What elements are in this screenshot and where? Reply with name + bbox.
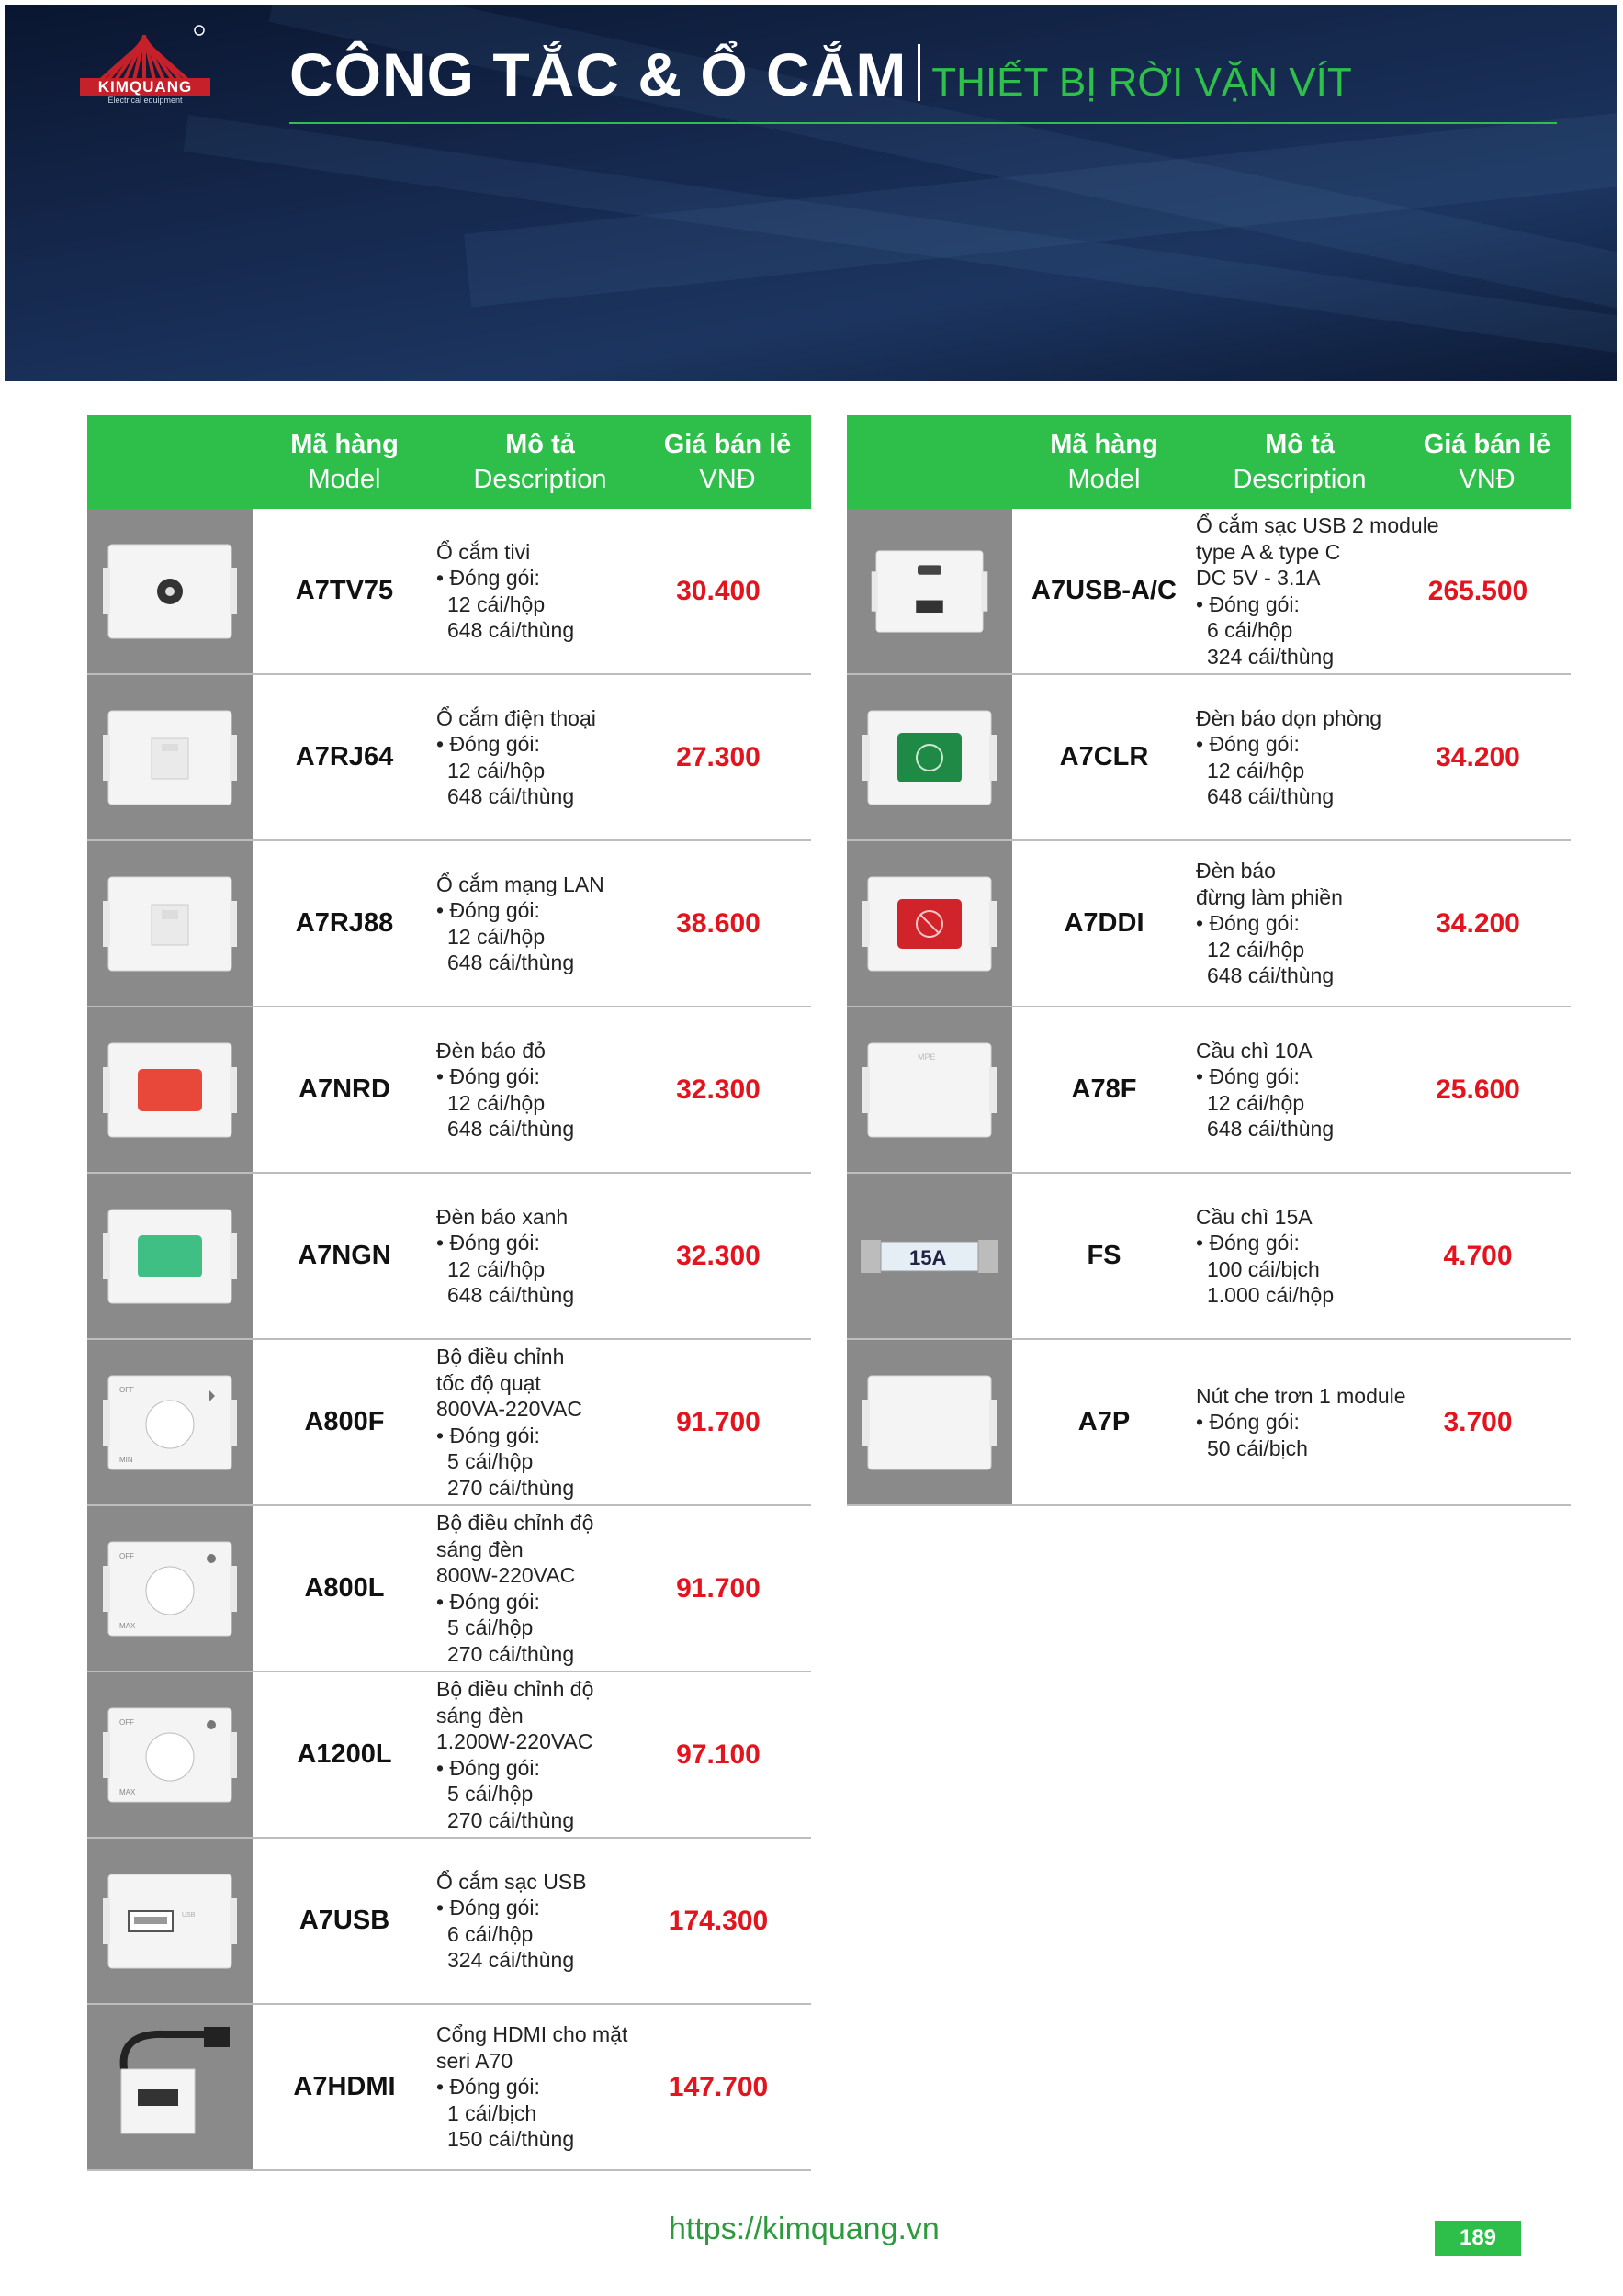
product-description	[1196, 1204, 1403, 1309]
description-line: 648 cái/thùng	[447, 1117, 575, 1141]
product-model: A7HDMI	[293, 2072, 396, 2101]
description-line: 12 cái/hộp	[447, 924, 546, 949]
title-sub: THIẾT BỊ RỜI VẶN VÍT	[931, 60, 1352, 105]
description-line: Ổ cắm sạc USB	[436, 1869, 587, 1894]
product-description	[436, 705, 644, 810]
table-row	[87, 1007, 811, 1174]
description-line: 100 cái/bịch	[1207, 1256, 1320, 1281]
description-line: 1 cái/bịch	[447, 2100, 537, 2125]
product-price: 174.300	[668, 1905, 769, 1936]
description-line: Cổng HDMI cho mặt	[436, 2022, 628, 2047]
table-row	[87, 675, 811, 841]
description-line: • Đóng gói:	[1196, 1410, 1300, 1435]
product-description	[436, 1869, 644, 1974]
light-dimmer-icon	[87, 1506, 253, 1671]
product-model: A800F	[304, 1407, 385, 1436]
product-description	[1196, 1038, 1403, 1142]
description-line: Cầu chì 15A	[1196, 1204, 1313, 1229]
svg-text:MIN: MIN	[119, 1455, 133, 1464]
product-model: A7NRD	[299, 1075, 390, 1104]
product-price: 3.700	[1443, 1406, 1513, 1437]
product-price: 265.500	[1427, 575, 1528, 606]
product-description	[436, 1204, 644, 1309]
description-line: • Đóng gói:	[436, 1423, 540, 1447]
green-indicator-icon	[87, 1174, 253, 1338]
table-row	[87, 509, 811, 675]
col-price: Giá bán lẻ VNĐ	[663, 430, 792, 494]
product-description	[436, 539, 644, 644]
description-line: DC 5V - 3.1A	[1196, 566, 1321, 590]
description-line: • Đóng gói:	[1196, 911, 1300, 936]
product-description	[1196, 1383, 1406, 1462]
product-model: A7RJ64	[295, 742, 394, 771]
description-line: 5 cái/hộp	[447, 1449, 534, 1473]
description-line: 270 cái/thùng	[447, 1807, 575, 1832]
description-line: 5 cái/hộp	[447, 1782, 534, 1806]
description-line: 12 cái/hộp	[1207, 1090, 1305, 1115]
col-description: Mô tả Description	[1233, 430, 1367, 494]
svg-text:MAX: MAX	[119, 1621, 136, 1630]
description-line: Bộ điều chỉnh độ	[436, 1511, 594, 1535]
product-description	[436, 1038, 644, 1142]
product-description	[1196, 705, 1403, 810]
red-indicator-icon	[87, 1007, 253, 1172]
description-line: Cầu chì 10A	[1196, 1038, 1313, 1063]
product-description	[436, 1344, 644, 1501]
glass-fuse-icon	[847, 1174, 1012, 1338]
table-row	[847, 1174, 1571, 1340]
description-line: 270 cái/thùng	[447, 1475, 575, 1500]
description-line: 648 cái/thùng	[1207, 963, 1335, 988]
table-row	[87, 841, 811, 1007]
description-line: Đèn báo xanh	[436, 1204, 569, 1229]
product-price: 32.300	[676, 1240, 761, 1271]
product-price: 27.300	[676, 741, 761, 772]
product-price: 34.200	[1436, 741, 1520, 772]
description-line: 648 cái/thùng	[447, 618, 575, 642]
description-line: 12 cái/hộp	[447, 1256, 546, 1281]
description-line: 648 cái/thùng	[447, 951, 575, 974]
col-price: Giá bán lẻ VNĐ	[1423, 430, 1551, 494]
svg-text:OFF: OFF	[119, 1385, 134, 1394]
table-row	[87, 1672, 811, 1839]
svg-text:MPE: MPE	[918, 1052, 936, 1062]
description-line: • Đóng gói:	[436, 1896, 540, 1919]
description-line: 648 cái/thùng	[1207, 1117, 1335, 1141]
svg-text:MAX: MAX	[119, 1787, 136, 1796]
description-line: 1.000 cái/hộp	[1207, 1283, 1335, 1307]
table-row	[87, 1174, 811, 1340]
svg-text:OFF: OFF	[119, 1551, 134, 1560]
col-model: Mã hàng Model	[1050, 430, 1158, 494]
description-line: Bộ điều chỉnh	[436, 1345, 565, 1368]
product-description	[436, 872, 644, 976]
product-price: 91.700	[676, 1572, 761, 1604]
product-price: 25.600	[1436, 1074, 1520, 1105]
product-model: A7DDI	[1064, 908, 1144, 938]
product-model: A78F	[1071, 1075, 1137, 1104]
description-line: Đèn báo đỏ	[436, 1038, 546, 1063]
fan-dimmer-icon	[87, 1340, 253, 1504]
description-line: seri A70	[436, 2048, 513, 2073]
svg-text:USB: USB	[182, 1911, 196, 1919]
description-line: Đèn báo	[1196, 859, 1276, 884]
description-line: • Đóng gói:	[1196, 1231, 1300, 1255]
product-price: 97.100	[676, 1739, 761, 1770]
table-row	[87, 1506, 811, 1672]
product-model: A7RJ88	[295, 908, 394, 938]
tv-socket-icon	[87, 509, 253, 673]
product-model: A1200L	[297, 1739, 392, 1769]
product-table-right	[847, 415, 1571, 1506]
product-model: A7USB	[299, 1906, 390, 1935]
description-line: • Đóng gói:	[436, 1231, 540, 1255]
product-model: A7P	[1077, 1407, 1131, 1436]
description-line: Ổ cắm mạng LAN	[436, 872, 604, 896]
do-not-disturb-indicator-icon	[847, 841, 1012, 1006]
description-line: 6 cái/hộp	[1207, 618, 1293, 642]
website-link[interactable]: https://kimquang.vn	[669, 2212, 940, 2246]
description-line: 648 cái/thùng	[1207, 784, 1335, 808]
phone-socket-icon	[87, 675, 253, 839]
description-line: • Đóng gói:	[1196, 1064, 1300, 1088]
blank-plate-icon	[847, 1340, 1012, 1504]
description-line: 12 cái/hộp	[1207, 758, 1305, 782]
product-description	[436, 1510, 644, 1667]
table-row	[87, 2005, 811, 2171]
description-line: • Đóng gói:	[1196, 591, 1300, 616]
description-line: Đèn báo dọn phòng	[1196, 705, 1382, 730]
description-line: Ổ cắm tivi	[436, 539, 531, 564]
table-row	[847, 1007, 1571, 1174]
product-price: 38.600	[676, 907, 761, 939]
hdmi-port-icon	[87, 2005, 253, 2169]
description-line: 648 cái/thùng	[447, 784, 575, 808]
description-line: type A & type C	[1196, 539, 1341, 564]
title-main: CÔNG TẮC & Ổ CẮM	[289, 40, 907, 108]
svg-text:15A: 15A	[909, 1245, 947, 1269]
light-dimmer-icon	[87, 1672, 253, 1837]
product-model: A800L	[304, 1573, 385, 1603]
description-line: 648 cái/thùng	[447, 1283, 575, 1307]
product-model: A7TV75	[295, 576, 394, 605]
description-line: • Đóng gói:	[436, 2075, 540, 2099]
product-model: A7CLR	[1059, 742, 1149, 771]
table-row	[87, 1340, 811, 1506]
description-line: 50 cái/bịch	[1207, 1435, 1308, 1460]
fuse-holder-icon	[847, 1007, 1012, 1172]
description-line: Ổ cắm điện thoại	[436, 705, 596, 730]
description-line: Nút che trơn 1 module	[1196, 1383, 1406, 1408]
description-line: đừng làm phiền	[1196, 884, 1343, 909]
product-table-left	[87, 415, 811, 2171]
brand-name: KIMQUANG	[80, 78, 210, 96]
lan-socket-icon	[87, 841, 253, 1006]
description-line: 1.200W-220VAC	[436, 1729, 593, 1753]
description-line: Bộ điều chỉnh độ	[436, 1677, 594, 1701]
svg-text:OFF: OFF	[119, 1717, 134, 1727]
description-line: 324 cái/thùng	[1207, 644, 1335, 669]
title-underline	[289, 122, 1557, 124]
description-line: sáng đèn	[436, 1703, 524, 1728]
product-model: FS	[1087, 1241, 1121, 1270]
table-row	[87, 1839, 811, 2005]
description-line: • Đóng gói:	[436, 566, 540, 590]
product-description	[436, 1676, 644, 1833]
description-line: 12 cái/hộp	[1207, 937, 1305, 962]
description-line: tốc độ quạt	[436, 1370, 541, 1395]
description-line: • Đóng gói:	[436, 1064, 540, 1088]
page-number: 189	[1435, 2221, 1521, 2256]
description-line: Ổ cắm sạc USB 2 module	[1196, 513, 1439, 537]
header-banner	[5, 5, 1617, 381]
description-line: • Đóng gói:	[436, 898, 540, 922]
description-line: sáng đèn	[436, 1536, 524, 1561]
description-line: 150 cái/thùng	[447, 2127, 575, 2152]
product-price: 32.300	[676, 1074, 761, 1105]
col-description: Mô tả Description	[473, 430, 607, 494]
table-row	[847, 841, 1571, 1007]
description-line: 12 cái/hộp	[447, 1090, 546, 1115]
product-model: A7NGN	[298, 1241, 391, 1270]
product-price: 34.200	[1436, 907, 1520, 939]
product-price: 30.400	[676, 575, 761, 606]
description-line: 12 cái/hộp	[447, 758, 546, 782]
description-line: • Đóng gói:	[436, 1755, 540, 1780]
description-line: 800VA-220VAC	[436, 1397, 582, 1421]
table-row	[847, 1340, 1571, 1506]
description-line: 800W-220VAC	[436, 1563, 576, 1587]
product-description	[436, 2021, 644, 2153]
description-line: • Đóng gói:	[436, 1589, 540, 1614]
product-description	[1196, 858, 1403, 989]
product-model: A7USB-A/C	[1031, 576, 1177, 605]
col-model: Mã hàng Model	[290, 430, 399, 494]
clean-room-indicator-icon	[847, 675, 1012, 839]
usb-socket-icon	[87, 1839, 253, 2003]
description-line: • Đóng gói:	[436, 732, 540, 756]
description-line: 270 cái/thùng	[447, 1641, 575, 1666]
usb-ac-socket-icon	[847, 509, 1012, 673]
description-line: 5 cái/hộp	[447, 1615, 534, 1639]
brand-tagline: Electrical equipment	[107, 96, 183, 105]
table-header	[87, 415, 811, 509]
table-row	[847, 675, 1571, 841]
description-line: • Đóng gói:	[1196, 732, 1300, 756]
product-price: 4.700	[1443, 1240, 1513, 1271]
description-line: 324 cái/thùng	[447, 1948, 575, 1972]
page-title	[289, 39, 1352, 109]
product-description	[1196, 512, 1439, 670]
table-header	[847, 415, 1571, 509]
description-line: 6 cái/hộp	[447, 1921, 534, 1946]
description-line: 12 cái/hộp	[447, 591, 546, 616]
product-price: 147.700	[668, 2071, 769, 2102]
product-price: 91.700	[676, 1406, 761, 1437]
table-row	[847, 509, 1571, 675]
